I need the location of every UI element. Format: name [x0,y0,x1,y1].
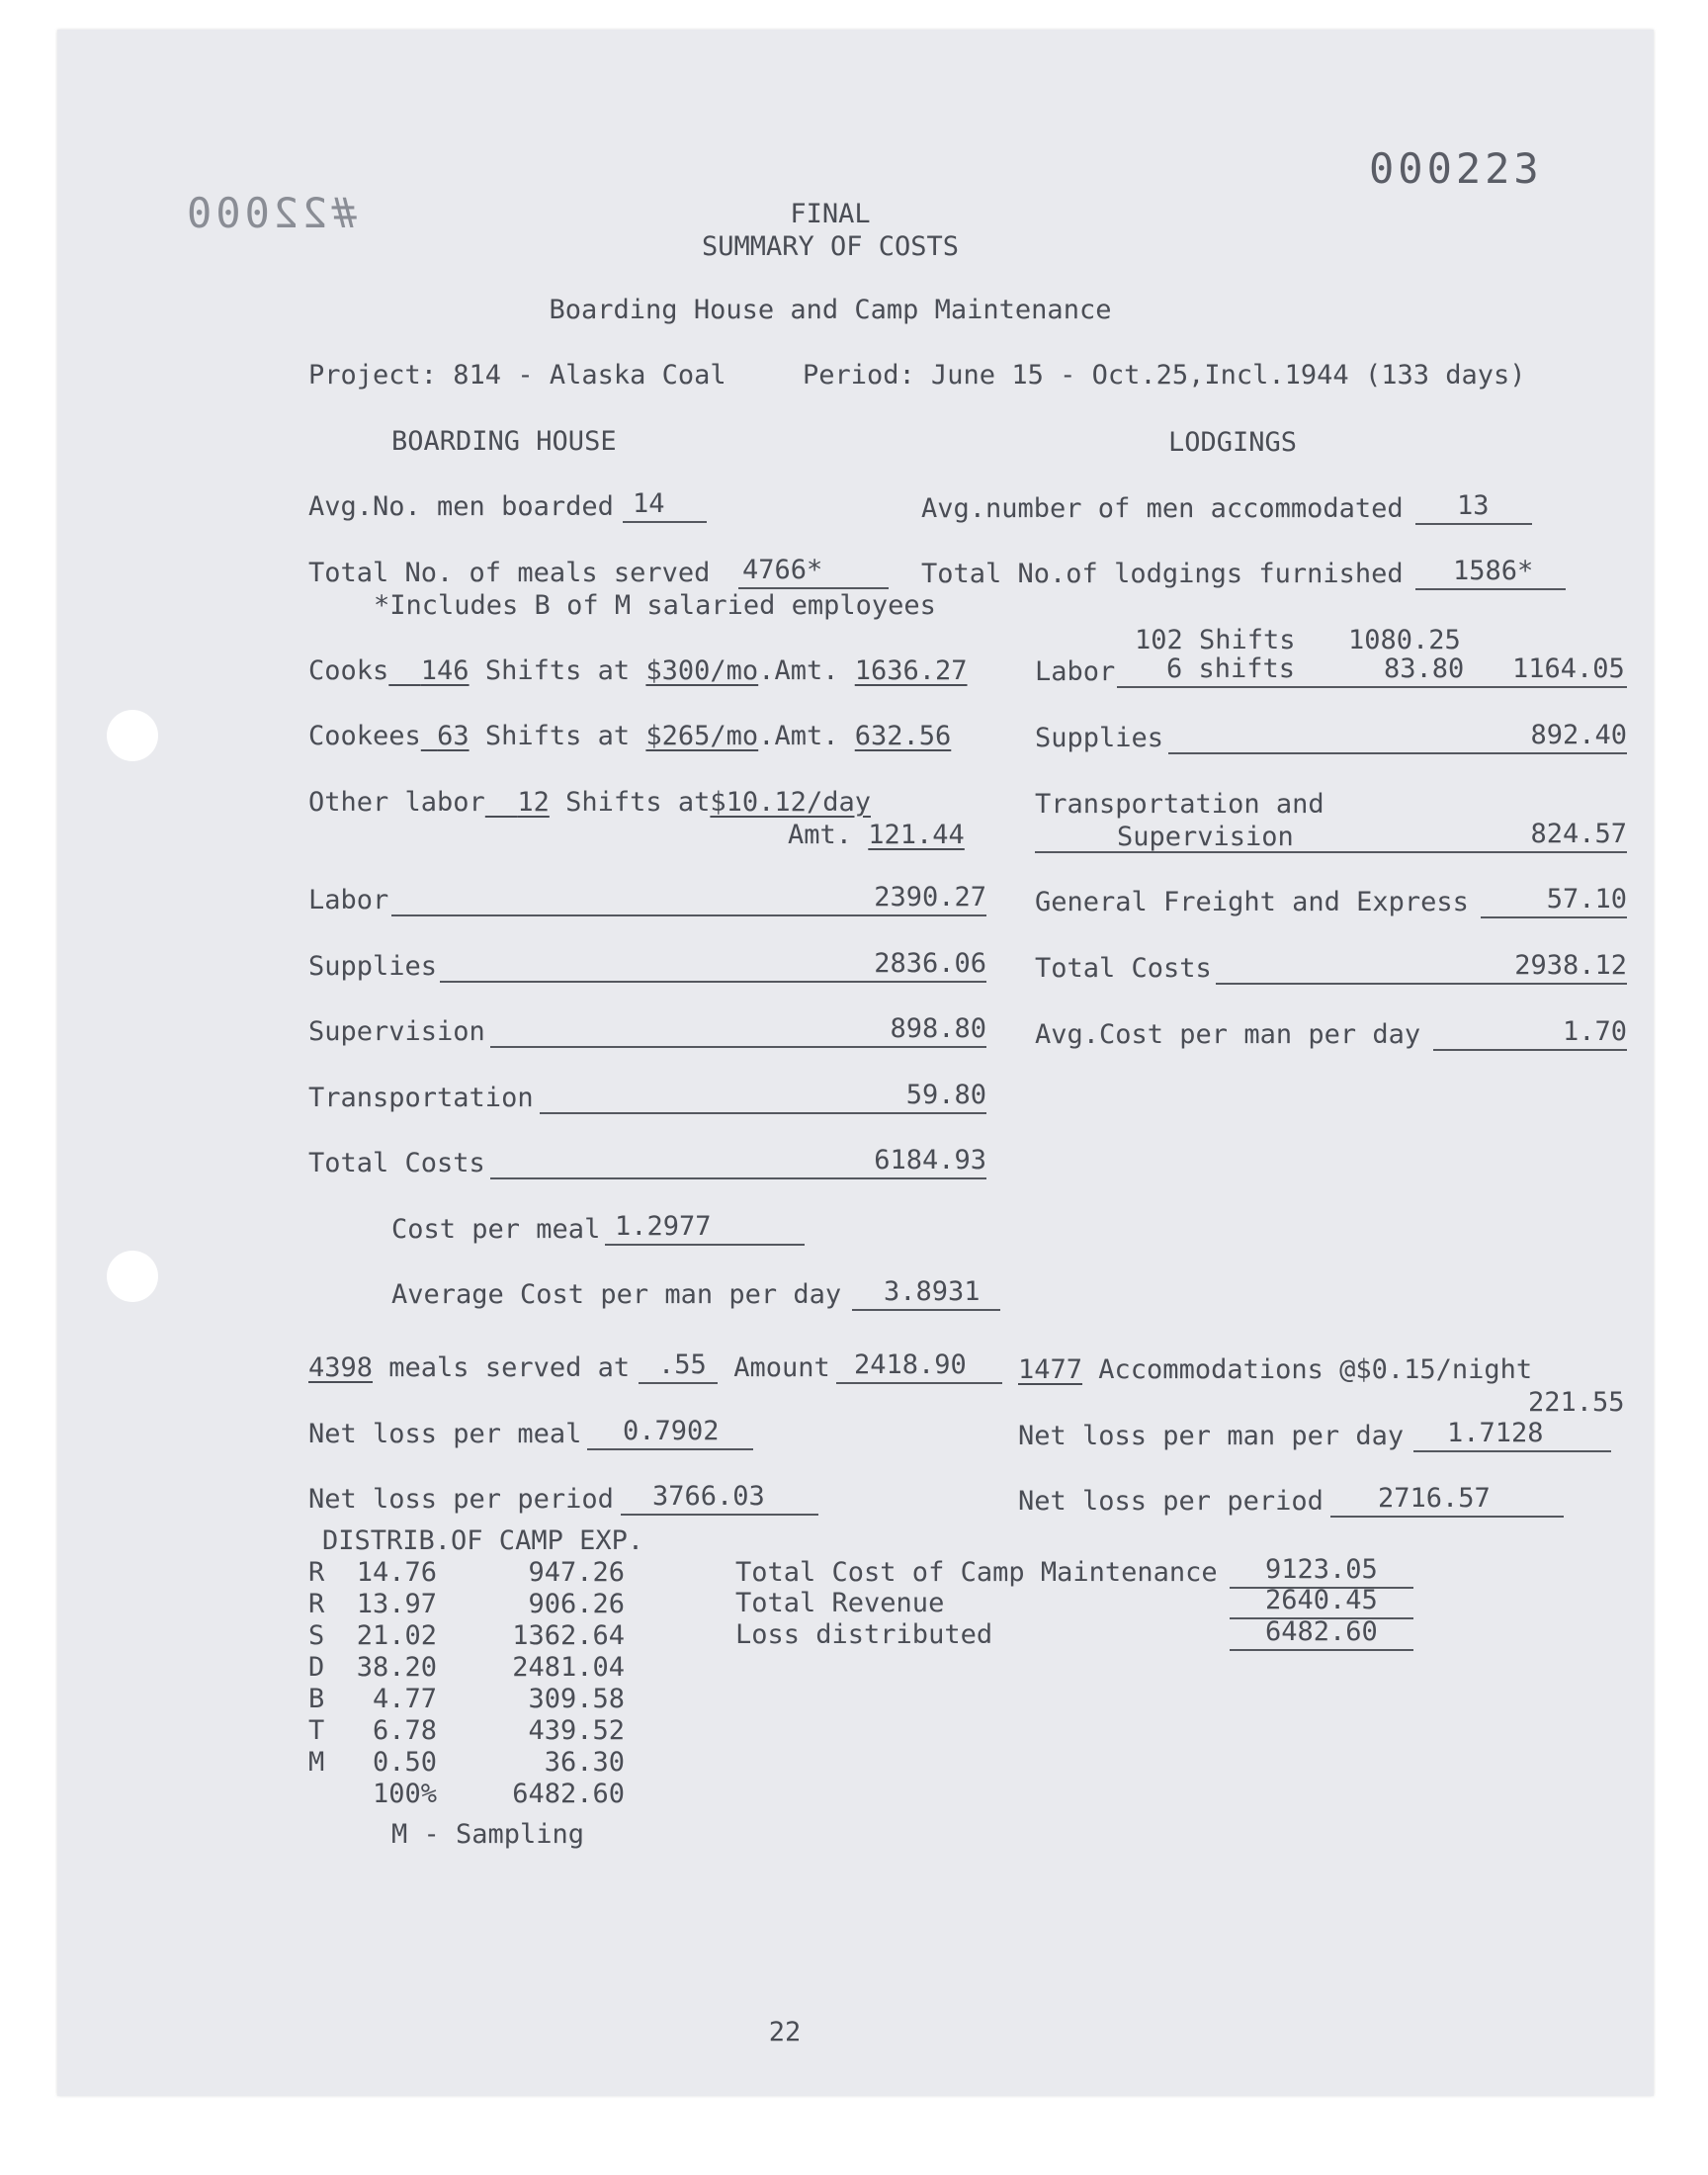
boarding-supplies-field: 2836.06 [440,951,986,983]
boarding-house-heading: BOARDING HOUSE [391,426,617,457]
distribution-note: M - Sampling [391,1819,585,1850]
lodgings-net-loss-period-label: Net loss per period [1018,1486,1324,1517]
header-summary: SUMMARY OF COSTS [701,231,960,262]
total-cost-camp-label: Total Cost of Camp Maintenance [735,1557,1218,1588]
net-loss-day-label: Net loss per man per day [1018,1421,1405,1451]
total-lodgings-field: 1586* [1415,559,1566,590]
meals-served-row: 4398 meals served at [308,1352,646,1383]
boarding-labor-field: 2390.27 [391,885,986,916]
cookees-amount: 632.56 [854,721,952,751]
boarding-transport-field: 59.80 [540,1083,986,1114]
accommodations-row: 1477 Accommodations @$0.15/night [1018,1354,1533,1385]
lodgings-heading: LODGINGS [1168,427,1298,458]
net-loss-meal-label: Net loss per meal [308,1419,582,1449]
lodgings-supplies-label: Supplies [1035,723,1164,753]
punch-hole [107,710,158,761]
cookees-row: Cookees 63 Shifts at $265/mo.Amt. 632.56 [308,721,952,751]
boarding-net-loss-period-label: Net loss per period [308,1484,614,1515]
lodgings-shifts-top-amount: 1080.25 [1348,625,1461,655]
avg-cost-per-man-label: Average Cost per man per day [391,1279,842,1310]
distribution-table: R 14.76 947.26 R 13.97 906.26 S 21.02 1362.64 D 38.20 2481.04 B 4.77 309.58 T 6.78 439.52 M 0.50 36.30 100% 6482.60 [308,1557,625,1809]
net-loss-meal-field: 0.7902 [587,1419,753,1450]
lodgings-total-costs-label: Total Costs [1035,953,1212,984]
meal-rate-field: .55 [639,1352,718,1384]
freight-label: General Freight and Express [1035,887,1469,917]
total-cost-camp-field: 9123.05 [1230,1557,1413,1589]
header-final: FINAL [790,199,871,229]
cookees-shifts: 63 [437,721,470,751]
lodgings-labor-field: 6 shifts 83.80 1164.05 [1117,656,1627,688]
boarding-labor-label: Labor [308,885,389,915]
cooks-shifts: 146 [420,655,470,686]
boarding-total-costs-field: 6184.93 [490,1148,986,1179]
lodgings-shifts-top: 102 Shifts [1135,625,1296,655]
boarding-supervision-label: Supervision [308,1016,485,1047]
cooks-amount: 1636.27 [854,655,968,686]
other-labor-amount-row: Amt. 121.44 [788,820,965,850]
boarding-supervision-field: 898.80 [490,1016,986,1048]
footnote: *Includes B of M salaried employees [374,590,936,621]
other-labor-shifts: 12 [517,787,550,818]
avg-men-boarded-field: 14 [623,491,707,523]
avg-men-accommodated-label: Avg.number of men accommodated [921,493,1404,524]
boarding-supplies-label: Supplies [308,951,438,982]
total-meals-label: Total No. of meals served [308,558,711,588]
cost-per-meal-field: 1.2977 [605,1214,805,1246]
freight-field: 57.10 [1481,887,1627,918]
lodgings-total-costs-field: 2938.12 [1216,953,1627,985]
lodgings-supplies-field: 892.40 [1168,723,1627,754]
avg-men-boarded-label: Avg.No. men boarded [308,491,614,522]
cooks-row: Cooks 146 Shifts at $300/mo.Amt. 1636.27 [308,655,968,686]
document-page [57,30,1654,2096]
other-labor-row: Other labor 12 Shifts at$10.12/day [308,787,871,818]
lodgings-transport-label: Transportation and [1035,789,1324,820]
document-number-stamp: 000223 [1369,144,1543,193]
lodgings-labor-label: Labor [1035,656,1116,687]
amount-label: Amount [718,1352,847,1383]
avg-men-accommodated-field: 13 [1415,493,1532,525]
total-revenue-field: 2640.45 [1230,1588,1413,1619]
distribution-heading: DISTRIB.OF CAMP EXP. [322,1525,644,1556]
mirrored-stamp-bleedthrough: #22000 [183,189,357,237]
boarding-net-loss-period-field: 3766.03 [621,1484,818,1516]
other-labor-amount: 121.44 [868,820,965,850]
avg-cost-per-man-field: 3.8931 [852,1279,1000,1311]
net-loss-day-field: 1.7128 [1413,1421,1611,1452]
boarding-total-costs-label: Total Costs [308,1148,485,1178]
total-revenue-label: Total Revenue [735,1588,945,1618]
total-meals-field: 4766* [738,558,889,589]
lodgings-transport-field: 824.57 [1035,822,1627,853]
project-label: Project: 814 - Alaska Coal [308,360,726,391]
loss-distributed-label: Loss distributed [735,1619,993,1650]
loss-distributed-field: 6482.60 [1230,1619,1413,1651]
punch-hole [107,1251,158,1302]
total-lodgings-label: Total No.of lodgings furnished [921,559,1404,589]
cost-per-meal-label: Cost per meal [391,1214,601,1245]
page-number: 22 [768,2017,802,2047]
lodgings-supervision-label: Supervision [1117,822,1294,852]
lodgings-avg-cost-field: 1.70 [1433,1019,1627,1051]
lodgings-net-loss-period-field: 2716.57 [1330,1486,1564,1518]
period-label: Period: June 15 - Oct.25,Incl.1944 (133 days) [803,360,1526,391]
document-subtitle: Boarding House and Camp Maintenance [549,295,1112,325]
accommodations-amount: 221.55 [1528,1387,1625,1418]
boarding-transport-label: Transportation [308,1083,534,1113]
lodgings-avg-cost-label: Avg.Cost per man per day [1035,1019,1421,1050]
meals-amount-field: 2418.90 [836,1352,1002,1384]
